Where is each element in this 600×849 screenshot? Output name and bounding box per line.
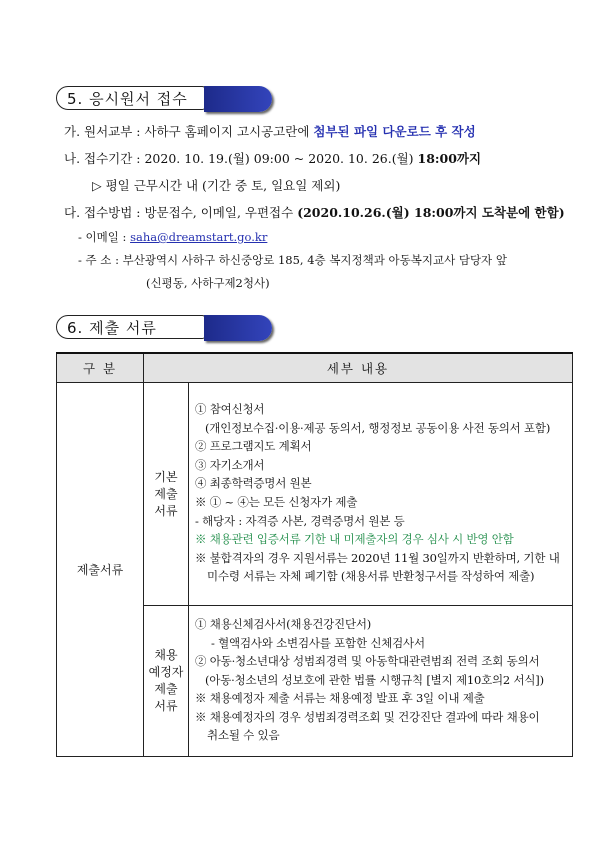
period-note: ▷ 평일 근무시간 내 (기간 중 토, 일요일 제외) bbox=[92, 178, 341, 193]
list-item: ④ 최종학력증명서 원본 bbox=[195, 476, 312, 491]
distribution-label: 가. 원서교부 : 사하구 홈페이지 고시공고란에 bbox=[64, 124, 314, 139]
email-link[interactable]: saha@dreamstart.go.kr bbox=[130, 230, 268, 244]
period-emphasis: 18:00까지 bbox=[417, 151, 482, 166]
header-category: 구 분 bbox=[57, 353, 144, 383]
documents-table bbox=[56, 352, 573, 757]
list-item: ※ 채용예정자의 경우 성범죄경력조회 및 건강진단 결과에 따라 채용이 bbox=[195, 709, 540, 724]
category-cell: 제출서류 bbox=[57, 383, 144, 757]
list-item: ② 프로그램지도 계획서 bbox=[195, 439, 312, 454]
list-item: ※ 불합격자의 경우 지원서류는 2020년 11월 30일까지 반환하며, 기한 내 bbox=[195, 550, 560, 565]
list-item: - 혈액검사와 소변검사를 포함한 신체검사서 bbox=[211, 635, 425, 650]
method-emphasis: (2020.10.26.(월) 18:00까지 도착분에 한함) bbox=[297, 205, 565, 220]
application-method bbox=[64, 205, 565, 221]
list-item: ② 아동·청소년대상 성범죄경력 및 아동학대관련범죄 전력 조회 동의서 bbox=[195, 654, 540, 669]
table-row-basic bbox=[57, 383, 573, 606]
section5-header-bar bbox=[204, 86, 272, 112]
expected-label-line: 예정자 bbox=[148, 665, 184, 679]
list-item: ③ 자기소개서 bbox=[195, 457, 265, 472]
expected-label-line: 제출 bbox=[154, 682, 178, 696]
list-item: (개인정보수집·이용·제공 동의서, 행정정보 공동이용 사전 동의서 포함) bbox=[205, 420, 551, 435]
list-item: ① 참여신청서 bbox=[195, 402, 265, 417]
basic-label-line: 서류 bbox=[154, 503, 178, 518]
header-detail: 세부 내용 bbox=[144, 353, 573, 383]
expected-label bbox=[144, 606, 189, 757]
basic-label bbox=[144, 383, 189, 606]
list-item: ① 채용신체검사서(채용건강진단서) bbox=[195, 616, 372, 631]
email-line bbox=[78, 229, 267, 245]
period-label: 나. 접수기간 : 2020. 10. 19.(월) 09:00 ~ 2020. 10. 26.(월) bbox=[64, 151, 418, 166]
address-line: - 주 소 : 부산광역시 사하구 하신중앙로 185, 4층 복지정책과 아동복지교사 담당자 앞 bbox=[78, 253, 507, 267]
list-item: (아동·청소년의 성보호에 관한 법률 시행규칙 [별지 제10호의2 서식]) bbox=[205, 672, 544, 687]
table-header-row bbox=[57, 353, 573, 383]
list-item: 미수령 서류는 자체 폐기함 (채용서류 반환청구서를 작성하여 제출) bbox=[207, 569, 535, 584]
address-note: (신평동, 사하구제2청사) bbox=[146, 276, 270, 290]
list-item: ※ 채용예정자 제출 서류는 채용예정 발표 후 3일 이내 제출 bbox=[195, 691, 485, 706]
section6-title: 6. 제출 서류 bbox=[56, 315, 206, 339]
expected-detail bbox=[189, 606, 573, 757]
basic-label-line: 기본 bbox=[154, 469, 178, 484]
method-label: 다. 접수방법 : 방문접수, 이메일, 우편접수 bbox=[64, 205, 298, 220]
basic-label-line: 제출 bbox=[154, 486, 178, 501]
section6-header-bar bbox=[204, 315, 272, 341]
application-period bbox=[64, 151, 481, 167]
list-item: 취소될 수 있음 bbox=[207, 728, 280, 743]
list-item: - 해당자 : 자격증 사본, 경력증명서 원본 등 bbox=[195, 513, 405, 528]
section5-title: 5. 응시원서 접수 bbox=[56, 86, 206, 110]
expected-label-line: 채용 bbox=[154, 648, 178, 662]
list-item: ※ 채용관련 입증서류 기한 내 미제출자의 경우 심사 시 반영 안함 bbox=[195, 532, 514, 547]
application-distribution bbox=[64, 124, 476, 140]
expected-label-line: 서류 bbox=[154, 699, 178, 713]
basic-detail bbox=[189, 383, 573, 606]
distribution-emphasis: 첨부된 파일 다운로드 후 작성 bbox=[313, 124, 476, 139]
email-label: - 이메일 : bbox=[78, 230, 131, 244]
list-item: ※ ① ~ ④는 모든 신청자가 제출 bbox=[195, 495, 358, 509]
